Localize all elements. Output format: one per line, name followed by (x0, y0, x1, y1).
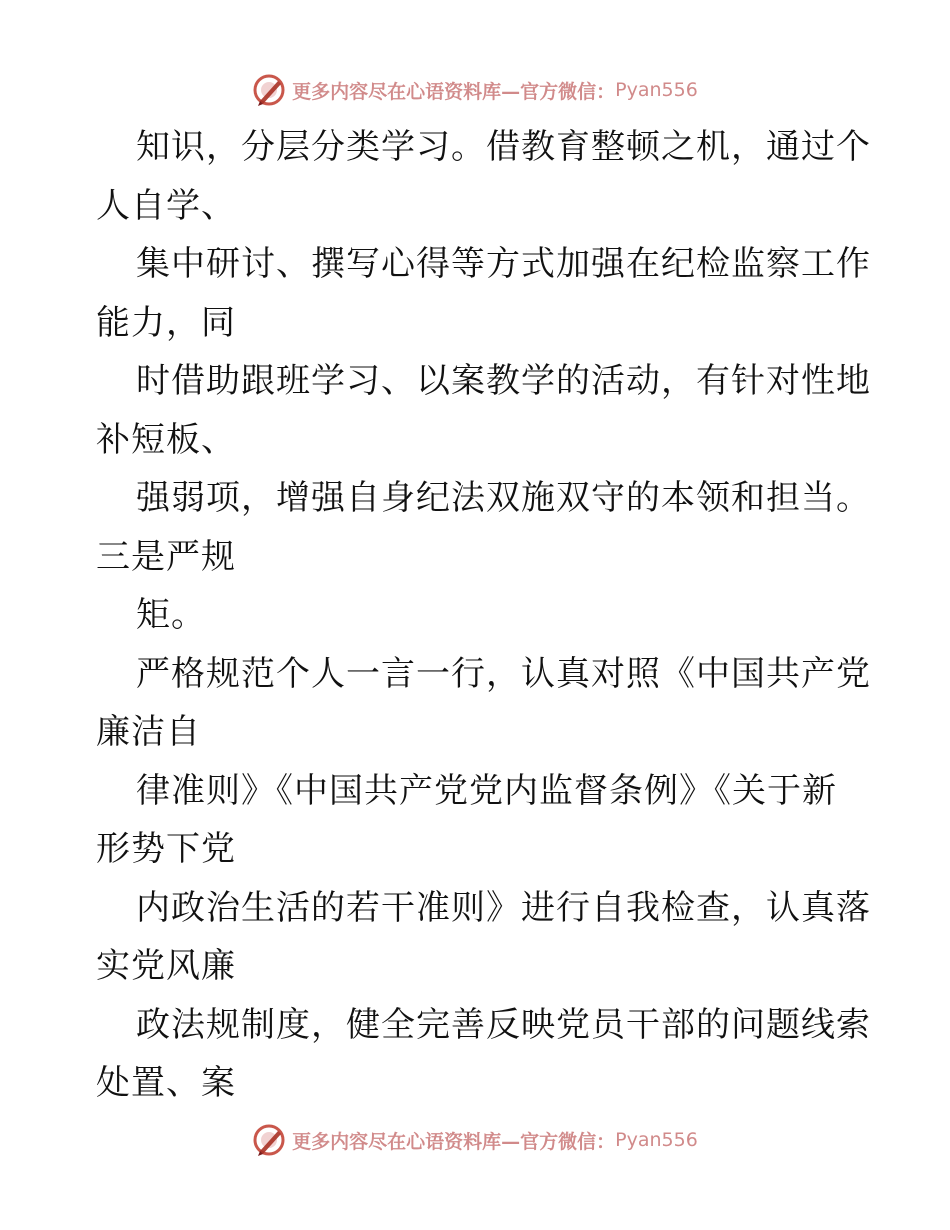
text-line: 补短板、 (96, 419, 236, 460)
watermark-id: Pyan556 (615, 79, 698, 101)
text-line: 能力，同 (96, 302, 236, 343)
text-line: 时借助跟班学习、以案教学的活动，有针对性地 (136, 361, 871, 401)
watermark-text: 更多内容尽在心语资料库—官方微信： (292, 80, 616, 103)
text-line: 廉洁自 (96, 712, 201, 752)
watermark-id: Pyan556 (615, 1129, 698, 1151)
pen-logo-icon (252, 1123, 286, 1157)
text-line: 处置、案 (96, 1063, 236, 1103)
document-body (96, 118, 871, 1113)
watermark-text: 更多内容尽在心语资料库—官方微信： (292, 1130, 616, 1153)
text-line: 政法规制度，健全完善反映党员干部的问题线索 (136, 1004, 871, 1045)
text-line: 实党风廉 (96, 946, 236, 986)
text-line: 形势下党 (96, 829, 236, 869)
text-line: 知识，分层分类学习。借教育整顿之机，通过个 (136, 127, 871, 167)
text-line: 内政治生活的若干准则》进行自我检查，认真落 (136, 887, 871, 928)
text-line: 矩。 (136, 595, 206, 635)
header-watermark (0, 70, 950, 110)
text-line: 集中研讨、撰写心得等方式加强在纪检监察工作 (136, 244, 871, 284)
footer-watermark (0, 1120, 950, 1160)
text-line: 三是严规 (96, 536, 236, 577)
pen-logo-icon (252, 73, 286, 107)
text-line: 律准则》《中国共产党党内监督条例》《关于新 (136, 770, 837, 811)
text-line: 强弱项，增强自身纪法双施双守的本领和担当。 (136, 478, 871, 518)
text-line: 严格规范个人一言一行，认真对照《中国共产党 (136, 653, 871, 694)
text-line: 人自学、 (96, 185, 236, 226)
